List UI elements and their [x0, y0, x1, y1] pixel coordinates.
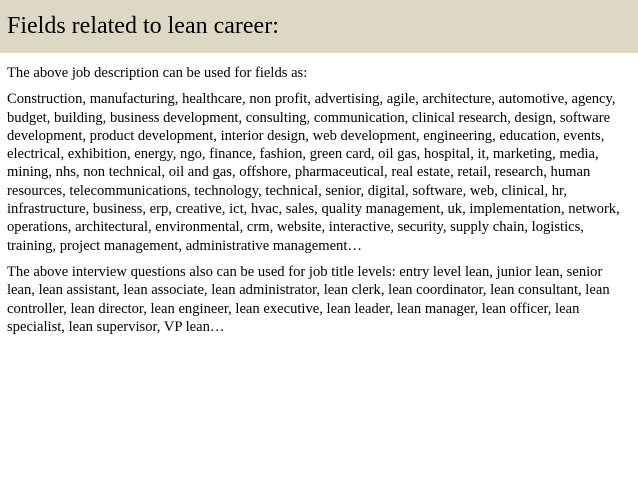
intro-paragraph: The above job description can be used for fields as:	[7, 65, 308, 81]
slide-title: Fields related to lean career:	[7, 13, 279, 39]
fields-paragraph: Construction, manufacturing, healthcare, non profit, advertising, agile, architecture, automotive, agency, budget, building, business development, consulting, communication, clinical research, design, software development, product development, interior design, web development, engineering, education, events, electrical, exhibition, energy, ngo, finance, fashion, green card, oil gas, hospital, it, marketing, media, mining, nhs, non technical, oil and gas, offshore, pharmaceutical, real estate, retail, research, human resources, telecommunications, technology, technical, senior, digital, software, web, clinical, hr, infrastructure, business, erp, creative, ict, hvac, sales, quality management, uk, implementation, network, operations, architectural, environmental, crm, website, interactive, security, supply chain, logistics, training, project management, administrative management…	[7, 91, 620, 254]
title-bar	[0, 0, 638, 53]
slide-body	[7, 64, 633, 344]
job-levels-paragraph: The above interview questions also can be used for job title levels: entry level lean, junior lean, senior lean, lean assistant, lean associate, lean administrator, lean clerk, lean coordinator, lean consultant, lean controller, lean director, lean engineer, lean executive, lean leader, lean manager, lean officer, lean specialist, lean supervisor, VP lean…	[7, 263, 610, 335]
